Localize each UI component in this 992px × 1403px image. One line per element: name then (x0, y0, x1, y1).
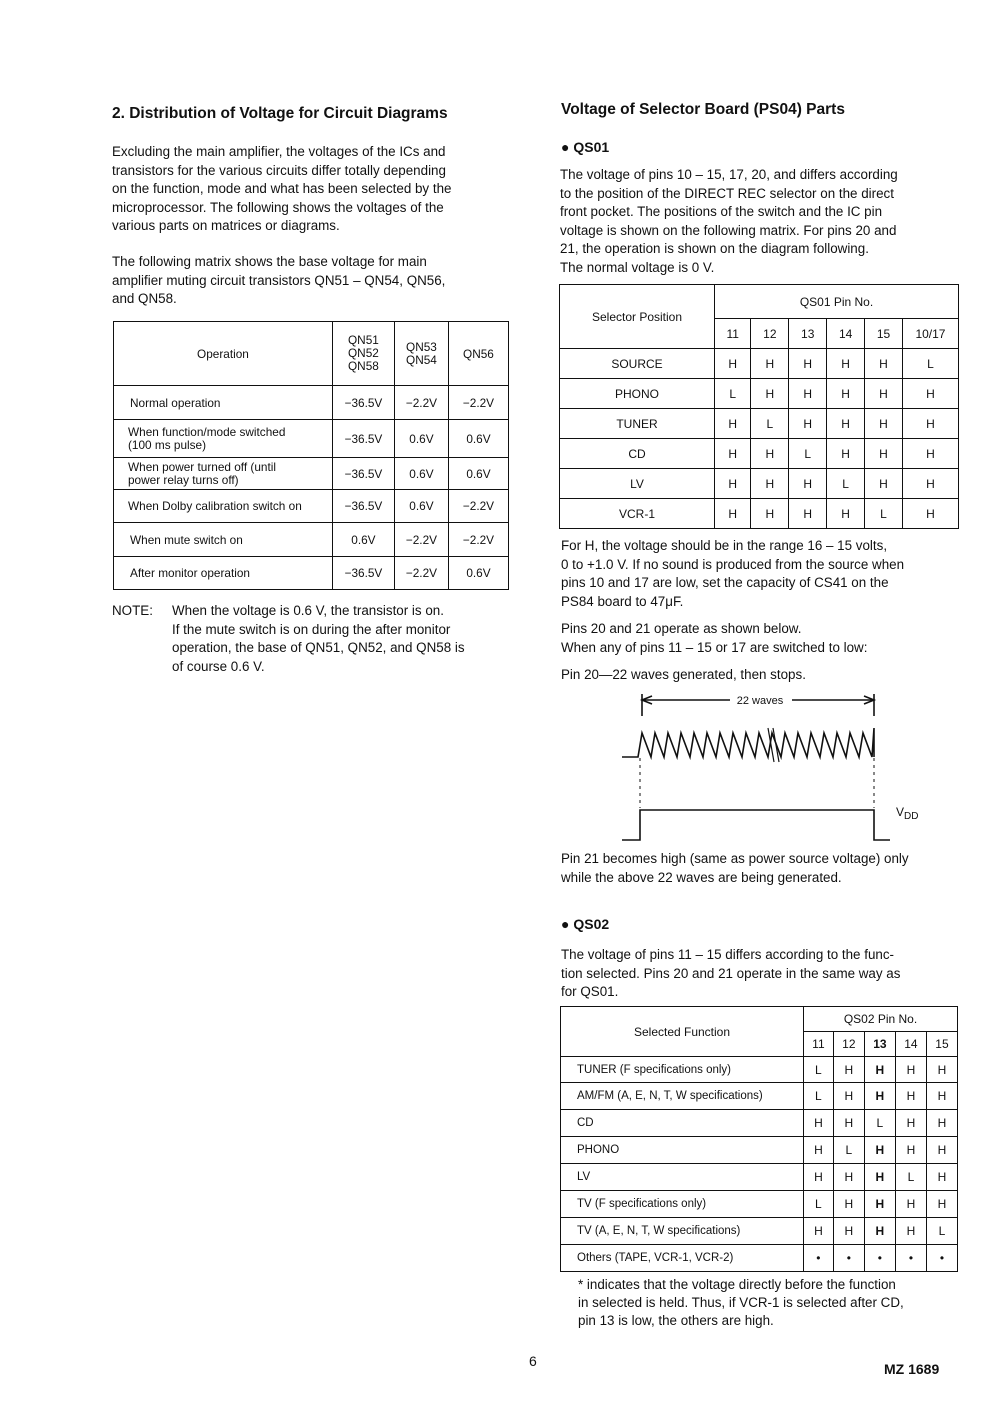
function-name: TV (A, E, N, T, W specifications) (561, 1218, 804, 1245)
selector-name: SOURCE (560, 349, 715, 379)
cell-value: H (865, 409, 903, 439)
selector-name: CD (560, 439, 715, 469)
cell-value: H (789, 379, 827, 409)
cell-value: H (804, 1218, 834, 1245)
table-row (560, 439, 959, 469)
cell-value: H (804, 1110, 834, 1137)
row-operation: When function/mode switched (100 ms pulse) (114, 420, 333, 458)
muting-voltage-table (113, 321, 509, 590)
cell-value: H (827, 349, 865, 379)
cell-value: H (827, 409, 865, 439)
footnote: * indicates that the voltage directly before the function in selected is held. Thus, if VCR-1 is selected after CD, pin 13 is low, the others are high. (578, 1277, 904, 1328)
cell-value: H (715, 409, 751, 439)
cell-value: H (864, 1137, 895, 1164)
cell-value: H (926, 1083, 957, 1110)
pin-waveform-diagram (560, 688, 960, 848)
cell-value: H (751, 349, 789, 379)
table-row (114, 557, 509, 590)
cell-value: • (864, 1245, 895, 1272)
table-row (114, 523, 509, 557)
cell-value: H (833, 1164, 864, 1191)
cell-value: H (827, 499, 865, 529)
note-label: NOTE: (112, 603, 153, 618)
cell-value: −36.5V (332, 490, 394, 523)
cell-value: L (895, 1164, 926, 1191)
cell-value: H (926, 1164, 957, 1191)
qs01-title: ● QS01 (561, 139, 610, 155)
cell-value: H (926, 1057, 957, 1083)
qs01-pin-table (559, 284, 959, 529)
cell-value: H (895, 1218, 926, 1245)
pin-number: 13 (864, 1032, 895, 1057)
cell-value: H (926, 1110, 957, 1137)
function-name: AM/FM (A, E, N, T, W specifications) (561, 1083, 804, 1110)
cell-value: H (827, 379, 865, 409)
cell-value: H (789, 349, 827, 379)
function-name: LV (561, 1164, 804, 1191)
cell-value: −36.5V (332, 458, 394, 490)
pin21-text: Pin 21 becomes high (same as power source voltage) only while the above 22 waves are being generated. (561, 851, 909, 885)
qs01-description: The voltage of pins 10 – 15, 17, 20, and differs according to the position of the DIRECT REC selector on the direct front pocket. The positions of the switch and the IC pin voltage is shown on the following matrix. For pins 20 and 21, the operation is shown on the diagram following. The normal voltage is 0 V. (560, 167, 898, 275)
cell-value: H (926, 1137, 957, 1164)
pin-number: 11 (804, 1032, 834, 1057)
selector-name: VCR-1 (560, 499, 715, 529)
cell-value: H (804, 1137, 834, 1164)
pin20-text: Pin 20—22 waves generated, then stops. (561, 667, 806, 682)
row-operation: When mute switch on (114, 523, 333, 557)
cell-value: H (751, 469, 789, 499)
cell-value: L (926, 1218, 957, 1245)
function-name: TUNER (F specifications only) (561, 1057, 804, 1083)
cell-value: L (833, 1137, 864, 1164)
cell-value: −2.2V (394, 386, 448, 420)
cell-value: H (789, 469, 827, 499)
row-operation: After monitor operation (114, 557, 333, 590)
header-selector-position: Selector Position (560, 285, 715, 349)
cell-value: H (715, 469, 751, 499)
cell-value: H (895, 1137, 926, 1164)
table-header-row (560, 285, 959, 319)
cell-value: H (864, 1218, 895, 1245)
header-qn51-qn52-qn58: QN51 QN52 QN58 (332, 322, 394, 386)
pin-number: 12 (833, 1032, 864, 1057)
table-row (560, 409, 959, 439)
cell-value: H (827, 439, 865, 469)
cell-value: • (804, 1245, 834, 1272)
function-name: PHONO (561, 1137, 804, 1164)
cell-value: 0.6V (394, 490, 448, 523)
cell-value: 0.6V (394, 458, 448, 490)
document-code: MZ 1689 (884, 1361, 940, 1377)
cell-value: H (902, 439, 958, 469)
right-heading: Voltage of Selector Board (PS04) Parts (561, 101, 845, 118)
row-operation: When Dolby calibration switch on (114, 490, 333, 523)
table-row (114, 458, 509, 490)
table-row (561, 1083, 958, 1110)
cell-value: • (833, 1245, 864, 1272)
pin-number: 15 (865, 319, 903, 349)
row-operation: Normal operation (114, 386, 333, 420)
function-name: Others (TAPE, VCR-1, VCR-2) (561, 1245, 804, 1272)
cell-value: H (833, 1191, 864, 1218)
table-header-row (561, 1007, 958, 1032)
cell-value: L (751, 409, 789, 439)
cell-value: −2.2V (448, 386, 508, 420)
cell-value: H (833, 1218, 864, 1245)
cell-value: H (864, 1057, 895, 1083)
header-qn53-qn54: QN53 QN54 (394, 322, 448, 386)
cell-value: H (833, 1057, 864, 1083)
pins-operation-text: Pins 20 and 21 operate as shown below. When any of pins 11 – 15 or 17 are switched to low: (561, 621, 868, 655)
table-row (114, 420, 509, 458)
cell-value: H (902, 469, 958, 499)
waveform-break-mark (768, 728, 774, 762)
pin-number: 15 (926, 1032, 957, 1057)
header-qn56: QN56 (448, 322, 508, 386)
cell-value: 0.6V (394, 420, 448, 458)
left-paragraph-2: The following matrix shows the base voltage for main amplifier muting circuit transistors QN51 – QN54, QN56, and QN58. (112, 254, 446, 306)
selector-name: PHONO (560, 379, 715, 409)
pin-number: 12 (751, 319, 789, 349)
table-row (561, 1110, 958, 1137)
cell-value: H (833, 1110, 864, 1137)
cell-value: H (751, 439, 789, 469)
selector-name: LV (560, 469, 715, 499)
pin-number: 10/17 (902, 319, 958, 349)
table-row (561, 1191, 958, 1218)
qs02-description: The voltage of pins 11 – 15 differs according to the func- tion selected. Pins 20 and 21 operate in the same way as for QS01. (561, 947, 901, 999)
cell-value: 0.6V (332, 523, 394, 557)
pin21-waveform (622, 810, 890, 840)
cell-value: H (715, 349, 751, 379)
left-heading: 2. Distribution of Voltage for Circuit Diagrams (112, 105, 448, 122)
waves-label: 22 waves (736, 695, 784, 707)
cell-value: H (865, 379, 903, 409)
vdd-label-main: V (896, 805, 905, 819)
cell-value: • (895, 1245, 926, 1272)
cell-value: −2.2V (394, 557, 448, 590)
voltage-range-note: For H, the voltage should be in the range 16 – 15 volts, 0 to +1.0 V. If no sound is produced from the source when pins 10 and 17 are low, set the capacity of CS41 on the PS84 board to 47μF. (561, 538, 905, 609)
cell-value: H (895, 1057, 926, 1083)
header-operation: Operation (114, 322, 333, 386)
cell-value: H (864, 1191, 895, 1218)
pin-number: 14 (827, 319, 865, 349)
table-row (560, 379, 959, 409)
table-row (561, 1137, 958, 1164)
cell-value: L (789, 439, 827, 469)
cell-value: H (865, 439, 903, 469)
cell-value: H (864, 1164, 895, 1191)
function-name: CD (561, 1110, 804, 1137)
cell-value: L (827, 469, 865, 499)
table-row (561, 1057, 958, 1083)
left-paragraph-1: Excluding the main amplifier, the voltages of the ICs and transistors for the various circuits differ totally depending on the function, mode and what has been selected by the microprocessor. The following shows the voltages of the various parts on matrices or diagrams. (112, 144, 452, 233)
header-qs02-pin-no: QS02 Pin No. (804, 1007, 958, 1032)
pin-number: 14 (895, 1032, 926, 1057)
cell-value: −36.5V (332, 557, 394, 590)
header-selected-function: Selected Function (561, 1007, 804, 1057)
page-number: 6 (529, 1353, 537, 1369)
qs02-pin-table (560, 1006, 958, 1272)
table-row (561, 1164, 958, 1191)
pin-number: 13 (789, 319, 827, 349)
table-row (114, 386, 509, 420)
table-header-row (114, 322, 509, 386)
table-row (114, 490, 509, 523)
table-row (560, 499, 959, 529)
cell-value: H (902, 499, 958, 529)
cell-value: L (864, 1110, 895, 1137)
selector-name: TUNER (560, 409, 715, 439)
cell-value: H (865, 349, 903, 379)
pin20-waveform (622, 728, 874, 757)
table-row (560, 349, 959, 379)
note-text: When the voltage is 0.6 V, the transistor is on. If the mute switch is on during the after monitor operation, the base of QN51, QN52, and QN58 is of course 0.6 V. (172, 603, 465, 674)
cell-value: H (789, 409, 827, 439)
cell-value: H (865, 469, 903, 499)
cell-value: L (804, 1191, 834, 1218)
table-row (560, 469, 959, 499)
waveform-break-mark (773, 728, 779, 762)
cell-value: L (804, 1083, 834, 1110)
cell-value: H (902, 379, 958, 409)
cell-value: −2.2V (394, 523, 448, 557)
cell-value: H (902, 409, 958, 439)
table-row (561, 1218, 958, 1245)
cell-value: 0.6V (448, 557, 508, 590)
cell-value: L (902, 349, 958, 379)
cell-value: L (865, 499, 903, 529)
row-operation: When power turned off (until power relay turns off) (114, 458, 333, 490)
cell-value: 0.6V (448, 420, 508, 458)
cell-value: H (864, 1083, 895, 1110)
cell-value: H (789, 499, 827, 529)
qs02-title: ● QS02 (561, 916, 610, 932)
cell-value: −36.5V (332, 386, 394, 420)
cell-value: H (895, 1083, 926, 1110)
cell-value: H (715, 439, 751, 469)
cell-value: H (804, 1164, 834, 1191)
cell-value: L (804, 1057, 834, 1083)
vdd-label-subscript: DD (904, 811, 919, 822)
cell-value: −2.2V (448, 490, 508, 523)
header-qs01-pin-no: QS01 Pin No. (715, 285, 959, 319)
cell-value: H (833, 1083, 864, 1110)
cell-value: H (715, 499, 751, 529)
table-row (561, 1245, 958, 1272)
cell-value: −36.5V (332, 420, 394, 458)
cell-value: H (751, 499, 789, 529)
cell-value: H (926, 1191, 957, 1218)
cell-value: L (715, 379, 751, 409)
cell-value: • (926, 1245, 957, 1272)
cell-value: 0.6V (448, 458, 508, 490)
vdd-label (896, 805, 918, 822)
pin-number: 11 (715, 319, 751, 349)
function-name: TV (F specifications only) (561, 1191, 804, 1218)
cell-value: H (895, 1191, 926, 1218)
cell-value: H (895, 1110, 926, 1137)
cell-value: −2.2V (448, 523, 508, 557)
cell-value: H (751, 379, 789, 409)
